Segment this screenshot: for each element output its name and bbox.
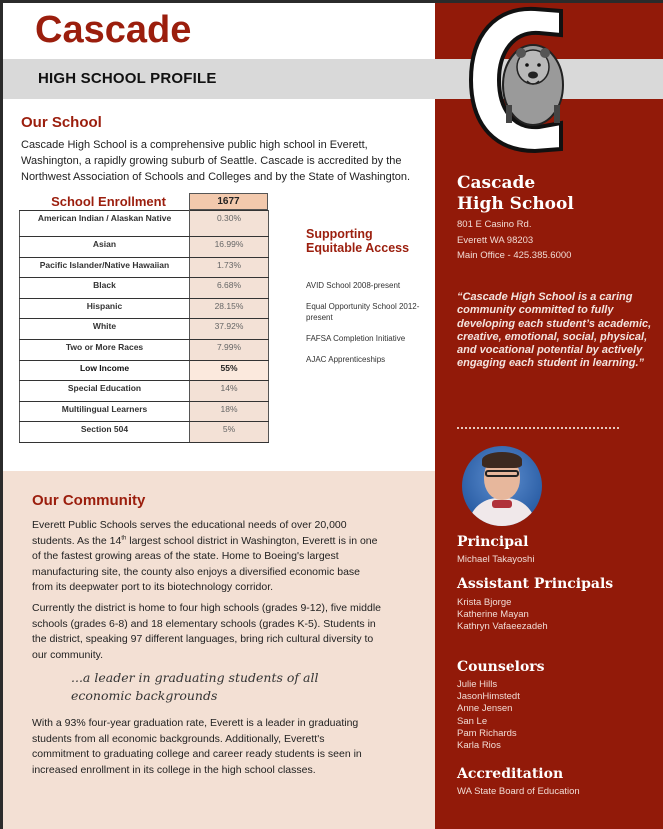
row-label: Two or More Races — [20, 339, 190, 360]
community-paragraph-3: With a 93% four-year graduation rate, Everett is a leader in graduating students from all economic backgrounds. Additionally, Everett's commitment to graduating college and career ready students is seen in increased enrollment in its college in the high school classes. — [32, 717, 362, 776]
list-item: Pam Richards — [457, 727, 517, 739]
table-row — [20, 278, 269, 299]
brand-title: Cascade — [35, 9, 192, 51]
row-value: 16.99% — [190, 237, 269, 258]
equitable-access-list — [306, 280, 431, 375]
list-item: Equal Opportunity School 2012-present — [306, 302, 420, 322]
row-label: Asian — [20, 237, 190, 258]
list-item: Anne Jensen — [457, 703, 513, 715]
row-label: Hispanic — [20, 298, 190, 319]
row-label: Special Education — [20, 381, 190, 402]
row-value: 0.30% — [190, 211, 269, 237]
mission-statement: “Cascade High School is a caring community committed to fully developing each student’s academic, creative, emotional, social, physical, and vocational potential by actively engaging each student in learning.” — [457, 291, 652, 370]
our-school-heading: Our School — [21, 114, 102, 131]
photo-bowtie — [492, 500, 512, 508]
row-label: White — [20, 319, 190, 340]
school-name-line2: High School — [457, 194, 574, 214]
community-paragraph-2: Currently the district is home to four high schools (grades 9-12), five middle schools (grades 6-8) and 18 elementary schools (grades K-5). Students in the district, speaking 97 different languages, bring rich cultural diversity to our community. — [32, 602, 381, 661]
counselors-heading: Counselors — [457, 659, 545, 675]
dotted-divider — [457, 427, 619, 429]
equitable-access-heading-line2: Equitable Access — [306, 241, 410, 255]
row-value: 5% — [190, 422, 269, 443]
enrollment-table — [19, 210, 269, 443]
list-item: Kathryn Vafaeezadeh — [457, 621, 548, 633]
list-item: AVID School 2008-present — [306, 281, 401, 290]
address-city: Everett WA 98203 — [457, 234, 534, 246]
page-subtitle: HIGH SCHOOL PROFILE — [38, 70, 217, 87]
row-value: 1.73% — [190, 257, 269, 278]
community-heading: Our Community — [32, 492, 146, 509]
ordinal-suffix: th — [121, 535, 127, 541]
row-label: Low Income — [20, 360, 190, 381]
row-value: 18% — [190, 401, 269, 422]
row-label: Pacific Islander/Native Hawaiian — [20, 257, 190, 278]
row-value: 37.92% — [190, 319, 269, 340]
list-item: Krista Bjorge — [457, 597, 512, 608]
bear-c-logo-icon — [465, 5, 585, 155]
list-item: FAFSA Completion Initiative — [306, 334, 406, 343]
table-row — [20, 401, 269, 422]
list-item: San Le — [457, 715, 488, 727]
our-school-text: Cascade High School is a comprehensive public high school in Everett, Washington, a rapidly growing suburb of Seattle. Cascade is accredited by the Northwest Association of Schools and Colleges and by the State of Washington. — [21, 139, 411, 183]
list-item: Karla Rios — [457, 740, 501, 752]
assistant-principals-list — [457, 597, 548, 634]
main-column — [3, 3, 435, 829]
row-value: 6.68% — [190, 278, 269, 299]
principal-photo — [462, 446, 542, 526]
photo-hair — [482, 452, 522, 468]
table-row — [20, 339, 269, 360]
row-label: Black — [20, 278, 190, 299]
list-item: JasonHimstedt — [457, 691, 520, 703]
pull-quote: ...a leader in graduating students of all economic backgrounds — [71, 670, 319, 703]
row-label: Section 504 — [20, 422, 190, 443]
row-label: American Indian / Alaskan Native — [20, 211, 190, 237]
equitable-access-heading — [306, 227, 409, 255]
sidebar — [435, 3, 663, 829]
counselors-list — [457, 679, 520, 752]
equitable-access-heading-line1: Supporting — [306, 227, 373, 241]
list-item: AJAC Apprenticeships — [306, 355, 386, 364]
table-row — [20, 257, 269, 278]
assistant-principals-heading: Assistant Principals — [457, 576, 614, 592]
photo-glasses — [485, 470, 519, 477]
table-row — [20, 360, 269, 381]
address-street: 801 E Casino Rd. — [457, 219, 532, 230]
school-name — [457, 173, 574, 215]
community-text: Everett Public Schools serves the educational needs of over 20,000 students. As the 14 — [32, 519, 347, 547]
table-row — [20, 237, 269, 258]
accreditation-value: WA State Board of Education — [457, 786, 580, 797]
row-value: 14% — [190, 381, 269, 402]
table-row — [20, 422, 269, 443]
accreditation-heading: Accreditation — [457, 766, 564, 782]
table-row — [20, 211, 269, 237]
profile-page — [3, 3, 663, 829]
principal-heading: Principal — [457, 534, 529, 550]
table-row — [20, 319, 269, 340]
main-office-phone: Main Office - 425.385.6000 — [457, 250, 572, 261]
enrollment-label: School Enrollment — [51, 194, 166, 209]
school-name-line1: Cascade — [457, 173, 536, 193]
row-value: 55% — [190, 360, 269, 381]
row-value: 28.15% — [190, 298, 269, 319]
table-row — [20, 381, 269, 402]
school-address — [457, 217, 571, 264]
community-paragraph-1 — [32, 518, 382, 596]
enrollment-total: 1677 — [189, 193, 268, 210]
table-row — [20, 298, 269, 319]
list-item: Julie Hills — [457, 679, 498, 690]
row-value: 7.99% — [190, 339, 269, 360]
row-label: Multilingual Learners — [20, 401, 190, 422]
principal-name: Michael Takayoshi — [457, 554, 535, 565]
list-item: Katherine Mayan — [457, 609, 529, 621]
community-text: largest school district in Washington, Everett is in one of the fastest growing areas of the state. Home to Boeing's largest manufacturing site, the county also enjoys a diversified economic base from its deepwater port to its biotechnology corridor. — [32, 534, 378, 593]
community-section — [3, 471, 435, 829]
